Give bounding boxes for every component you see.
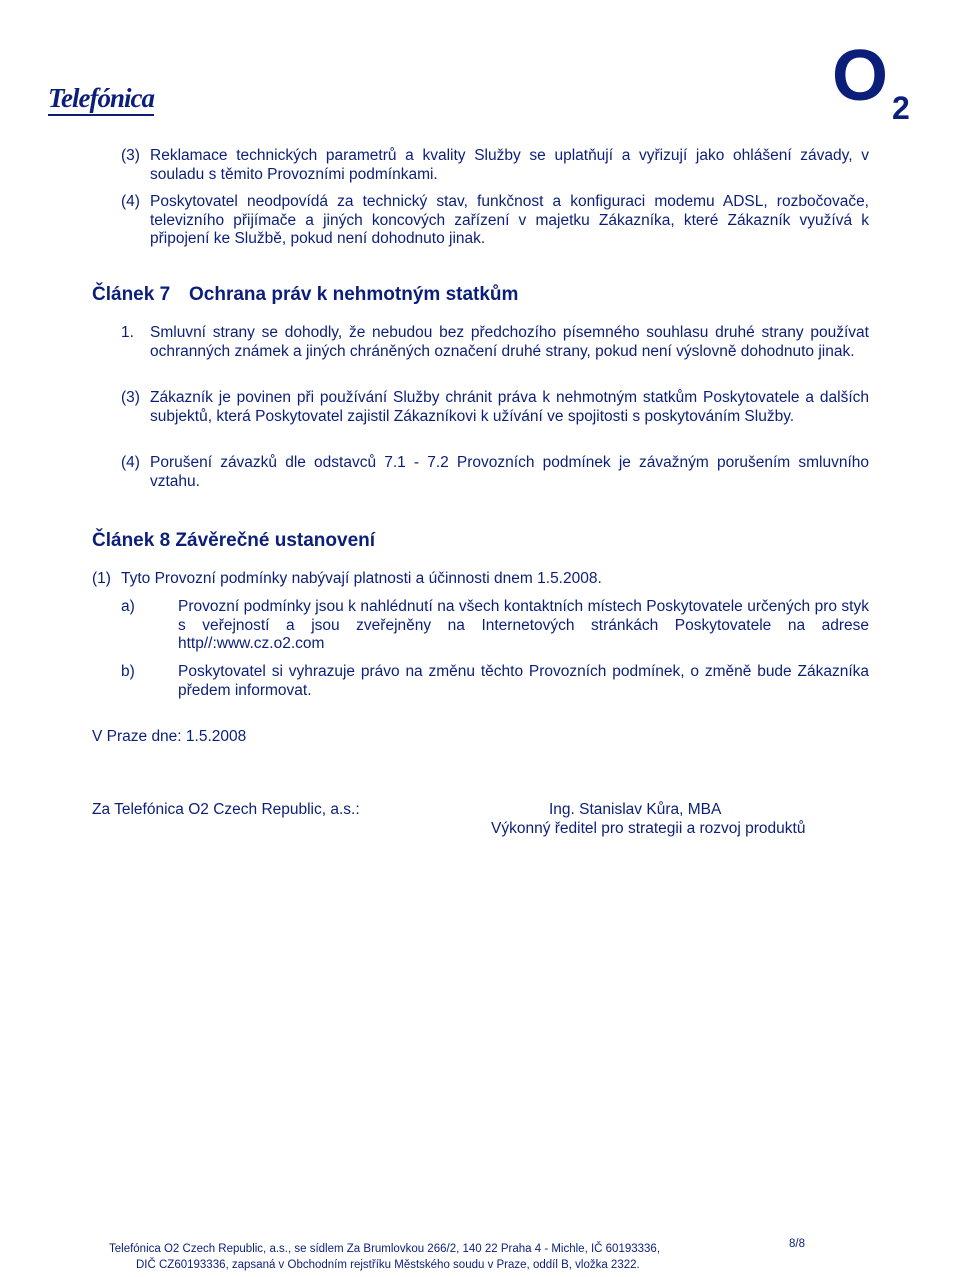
list-item-text: Poskytovatel si vyhrazuje právo na změnu těchto Provozních podmínek, o změně bude Zákazníka předem informovat. bbox=[178, 663, 869, 699]
o2-logo bbox=[832, 40, 924, 122]
article-8-heading: Článek 8 Závěrečné ustanovení bbox=[92, 530, 376, 551]
telefonica-logo-underline bbox=[48, 114, 154, 116]
list-label: b) bbox=[121, 663, 135, 680]
article-7-number: Článek 7 bbox=[92, 284, 171, 305]
paragraph-number: (3) bbox=[121, 389, 140, 406]
telefonica-logo-text: Telefónica bbox=[48, 83, 154, 113]
paragraph-text: Zákazník je povinen při používání Služby chránit práva k nehmotným statkům Poskytovatele a dalších subjektů, která Poskytovatel zajistil Zákazníkovi k užívání ve spojitosti s poskytováním Služby. bbox=[150, 389, 869, 425]
article-7-title: Ochrana práv k nehmotným statkům bbox=[189, 284, 519, 305]
signer-title: Výkonný ředitel pro strategii a rozvoj produktů bbox=[491, 820, 806, 837]
list-item-text: Provozní podmínky jsou k nahlédnutí na všech kontaktních místech Poskytovatele určených pro styk s veřejností a jsou zveřejněny na Internetových stránkách Poskytovatele na adrese http//:www.cz.o2.com bbox=[178, 598, 869, 653]
paragraph-number: (4) bbox=[121, 454, 140, 471]
footer-line-1: Telefónica O2 Czech Republic, a.s., se sídlem Za Brumlovkou 266/2, 140 22 Praha 4 - Michle, IČ 60193336, bbox=[109, 1243, 661, 1255]
paragraph-text: Poskytovatel neodpovídá za technický stav, funkčnost a konfiguraci modemu ADSL, rozbočovače, televizního přijímače a jiných koncových zařízení v majetku Zákazníka, které Zákazník využívá k připojení ke Službě, pokud není dohodnuto jinak. bbox=[150, 193, 869, 248]
o2-logo-subscript: 2 bbox=[892, 90, 910, 122]
footer-line-2: DIČ CZ60193336, zapsaná v Obchodním rejstříku Městského soudu v Praze, oddíl B, vložka 2322. bbox=[136, 1259, 640, 1271]
signer-name: Ing. Stanislav Kůra, MBA bbox=[549, 801, 722, 818]
paragraph-number: (3) bbox=[121, 147, 140, 164]
page-number: 8/8 bbox=[789, 1238, 805, 1250]
paragraph-number: (1) bbox=[92, 570, 111, 587]
paragraph-text: Porušení závazků dle odstavců 7.1 - 7.2 Provozních podmínek je závažným porušením smluvního vztahu. bbox=[150, 454, 869, 490]
date-line: V Praze dne: 1.5.2008 bbox=[92, 728, 247, 745]
paragraph-text: Smluvní strany se dohodly, že nebudou bez předchozího písemného souhlasu druhé strany používat ochranných známek a jiných chráněných označení druhé strany, pokud není výslovně dohodnuto jinak. bbox=[150, 324, 869, 360]
o2-logo-letter: O bbox=[832, 40, 889, 116]
paragraph-text: Tyto Provozní podmínky nabývají platnosti a účinnosti dnem 1.5.2008. bbox=[121, 570, 602, 587]
paragraph-number: 1. bbox=[121, 324, 134, 341]
paragraph-number: (4) bbox=[121, 193, 140, 210]
paragraph-text: Reklamace technických parametrů a kvality Služby se uplatňují a vyřizují jako ohlášení závady, v souladu s těmito Provozními podmínkami. bbox=[150, 147, 869, 183]
list-label: a) bbox=[121, 598, 135, 615]
company-line: Za Telefónica O2 Czech Republic, a.s.: bbox=[92, 801, 360, 818]
telefonica-logo bbox=[48, 84, 156, 118]
